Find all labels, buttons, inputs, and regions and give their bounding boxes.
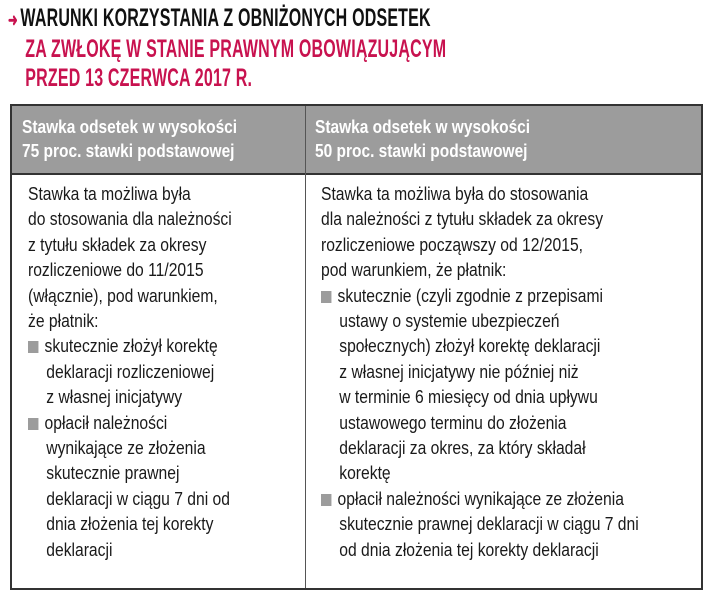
bullet-text: w terminie 6 miesięcy od dnia upływu — [339, 387, 598, 408]
intro-line: pod warunkiem, że płatnik: — [321, 260, 507, 281]
table-header — [12, 106, 701, 175]
bullet-text: opłacił należności — [44, 412, 168, 433]
bullet-text: opłacił należności wynikające ze złożenia — [337, 488, 624, 509]
intro-line: że płatnik: — [28, 311, 99, 332]
bullet-line — [28, 436, 232, 461]
header-line: Stawka odsetek w wysokości — [22, 117, 238, 137]
heading-line-1 — [8, 4, 446, 35]
arrow-icon: ➜ — [8, 10, 18, 30]
header-cell-50 — [315, 115, 530, 163]
header-line: Stawka odsetek w wysokości — [315, 117, 531, 137]
bullet-text: korektę — [339, 463, 391, 484]
bullet-text: skutecznie prawnej deklaracji w ciągu 7 dni — [339, 514, 639, 535]
bullet-line — [321, 512, 639, 537]
column-divider — [305, 106, 306, 588]
header-cell-75 — [22, 115, 237, 163]
bullet-text: z własnej inicjatywy — [46, 387, 183, 408]
bullet-text: społecznych) złożył korektę deklaracji — [339, 336, 601, 357]
bullet-line — [321, 334, 639, 359]
bullet-text: skutecznie prawnej — [46, 463, 180, 484]
intro-line: rozliczeniowe począwszy od 12/2015, — [321, 234, 584, 255]
heading-line-2: ZA ZWŁOKĘ W STANIE PRAWNYM OBOWIĄZUJĄCYM — [25, 35, 447, 63]
bullet-line — [28, 538, 232, 563]
bullet-text: deklaracji rozliczeniowej — [46, 361, 215, 382]
bullet-line — [28, 461, 232, 486]
intro-line: dla należności z tytułu składek za okresy — [321, 209, 604, 230]
square-bullet-icon — [28, 341, 38, 353]
bullet-item — [321, 284, 639, 309]
bullet-text: dnia złożenia tej korekty — [46, 514, 214, 535]
bullet-text: ustawy o systemie ubezpieczeń — [339, 311, 560, 332]
bullet-item — [28, 334, 232, 359]
bullet-line — [321, 436, 639, 461]
bullet-text: deklaracji — [46, 539, 113, 560]
bullet-line — [321, 461, 639, 486]
bullet-line — [321, 309, 639, 334]
bullet-item — [321, 487, 639, 512]
header-line: 75 proc. stawki podstawowej — [22, 141, 235, 161]
bullet-line — [321, 360, 639, 385]
bullet-text: deklaracji za okres, za który składał — [339, 438, 586, 459]
conditions-table — [10, 104, 703, 590]
bullet-item — [28, 411, 232, 436]
cell-50-conditions — [321, 182, 686, 563]
cell-75-conditions — [28, 182, 262, 563]
bullet-line — [28, 360, 232, 385]
bullet-text: deklaracji w ciągu 7 dni od — [46, 488, 230, 509]
heading-line-3: PRZED 13 CZERWCA 2017 R. — [25, 64, 253, 92]
square-bullet-icon — [321, 291, 331, 303]
intro-line: rozliczeniowe do 11/2015 — [28, 260, 204, 281]
bullet-line — [321, 385, 639, 410]
bullet-line — [28, 512, 232, 537]
intro-line: (włącznie), pod warunkiem, — [28, 285, 218, 306]
heading-text: WARUNKI KORZYSTANIA Z OBNIŻONYCH ODSETEK — [20, 4, 431, 32]
intro-line: do stosowania dla należności — [28, 209, 232, 230]
bullet-line — [28, 487, 232, 512]
bullet-text: z własnej inicjatywy nie później niż — [339, 361, 579, 382]
bullet-line — [321, 411, 639, 436]
heading — [8, 4, 693, 93]
bullet-line — [321, 538, 639, 563]
bullet-text: skutecznie (czyli zgodnie z przepisami — [337, 285, 603, 306]
bullet-text: od dnia złożenia tej korekty deklaracji — [339, 539, 599, 560]
intro-line: Stawka ta możliwa była — [28, 184, 191, 204]
bullet-text: ustawowego terminu do złożenia — [339, 412, 567, 433]
square-bullet-icon — [321, 494, 331, 506]
bullet-line — [28, 385, 232, 410]
header-line: 50 proc. stawki podstawowej — [315, 141, 528, 161]
intro-line: Stawka ta możliwa była do stosowania — [321, 184, 589, 204]
intro-line: z tytułu składek za okresy — [28, 234, 207, 255]
square-bullet-icon — [28, 418, 38, 430]
bullet-text: skutecznie złożył korektę — [44, 336, 218, 357]
bullet-text: wynikające ze złożenia — [46, 438, 206, 459]
